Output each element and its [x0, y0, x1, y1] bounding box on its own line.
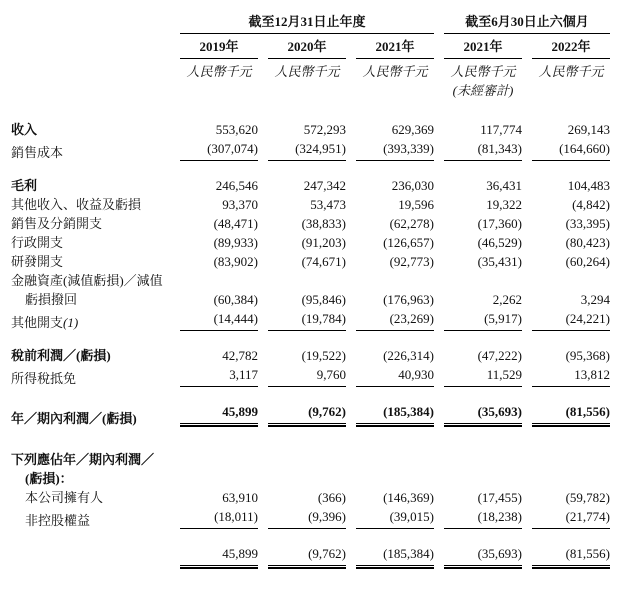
table-row	[11, 507, 620, 530]
cell-value	[180, 176, 268, 195]
header-empty-cell	[11, 34, 180, 59]
cell-value-text: (185,384)	[356, 544, 434, 566]
row-label: 虧損撥回	[25, 292, 78, 307]
cell-value-text: (23,269)	[356, 309, 434, 331]
cell-value-text: (4,842)	[572, 197, 610, 212]
cell-value	[268, 120, 356, 139]
cell-value-text: (366)	[317, 490, 346, 505]
spacer-cell	[11, 388, 620, 402]
cell-value	[444, 365, 532, 388]
cell-value	[444, 233, 532, 252]
spacer-cell	[11, 162, 620, 176]
cell-value-text: (393,339)	[356, 139, 434, 161]
spacer-row	[11, 530, 620, 544]
cell-value	[356, 233, 444, 252]
spacer-row	[11, 428, 620, 450]
cell-value-text: (47,222)	[477, 348, 522, 363]
spacer-row	[11, 162, 620, 176]
cell-value-text: (92,773)	[389, 254, 434, 269]
header-currency-row	[11, 59, 620, 81]
financial-statement-page	[0, 12, 624, 593]
header-empty-cell	[11, 81, 180, 100]
cell-value	[268, 233, 356, 252]
cell-value-text: 19,322	[486, 197, 522, 212]
cell-value-text: 53,473	[310, 197, 346, 212]
cell-value	[268, 346, 356, 365]
cell-value	[180, 139, 268, 162]
unaudited-cell	[444, 81, 532, 100]
cell-value	[444, 176, 532, 195]
table-row	[11, 309, 620, 332]
table-row	[11, 544, 620, 570]
header-years-row	[11, 34, 620, 59]
row-label: 銷售及分銷開支	[11, 216, 103, 231]
cell-value-text: (74,671)	[301, 254, 346, 269]
currency-cell	[532, 59, 620, 81]
cell-value-text: (95,368)	[565, 348, 610, 363]
cell-value	[180, 544, 268, 570]
cell-value	[532, 271, 620, 290]
cell-value	[532, 346, 620, 365]
cell-value	[532, 469, 620, 488]
cell-value-text: 3,294	[580, 292, 610, 307]
cell-value	[532, 139, 620, 162]
cell-value-text: (24,221)	[532, 309, 610, 331]
cell-value-text: (126,657)	[383, 235, 434, 250]
year-label: 2021年	[356, 34, 434, 59]
cell-value	[532, 252, 620, 271]
row-label: 毛利	[11, 178, 38, 193]
cell-value	[268, 290, 356, 309]
cell-value	[532, 214, 620, 233]
table-row	[11, 346, 620, 365]
cell-value-text	[180, 469, 258, 488]
period-group-interim-title: 截至6月30日止六個月	[444, 12, 610, 34]
cell-value	[180, 195, 268, 214]
cell-value-text: (83,902)	[213, 254, 258, 269]
table-row	[11, 271, 620, 290]
row-label: 行政開支	[11, 235, 64, 250]
table-row	[11, 195, 620, 214]
spacer-cell	[11, 100, 620, 120]
cell-value	[268, 309, 356, 332]
cell-value-text: (38,833)	[301, 216, 346, 231]
cell-value	[532, 309, 620, 332]
cell-value-text: (9,762)	[268, 544, 346, 566]
cell-value-text: (185,384)	[356, 402, 434, 424]
table-row	[11, 233, 620, 252]
cell-value-text: (14,444)	[180, 309, 258, 331]
cell-value	[180, 290, 268, 309]
currency-cell	[180, 59, 268, 81]
row-label: 銷售成本	[11, 145, 64, 160]
cell-value	[180, 507, 268, 530]
cell-value	[444, 271, 532, 290]
cell-value	[444, 214, 532, 233]
currency-note: 人民幣千元	[450, 64, 516, 79]
cell-value-text: (81,556)	[532, 402, 610, 424]
cell-value	[180, 214, 268, 233]
cell-value-text: (91,203)	[301, 235, 346, 250]
cell-value-text: (19,522)	[301, 348, 346, 363]
cell-value	[268, 488, 356, 507]
cell-value-text: (18,238)	[444, 507, 522, 529]
cell-value	[268, 402, 356, 428]
income-statement-table	[11, 12, 620, 570]
cell-value	[356, 139, 444, 162]
cell-value-text	[356, 450, 434, 469]
cell-value-text: (35,431)	[477, 254, 522, 269]
cell-value	[444, 309, 532, 332]
cell-value-text	[268, 271, 346, 290]
cell-value	[180, 233, 268, 252]
year-column-header	[180, 34, 268, 59]
cell-value-text: (89,933)	[213, 235, 258, 250]
cell-value-text: (164,660)	[532, 139, 610, 161]
cell-value	[532, 365, 620, 388]
cell-value-text: (39,015)	[356, 507, 434, 529]
cell-value	[444, 544, 532, 570]
cell-value	[532, 195, 620, 214]
cell-value-text	[532, 469, 610, 488]
cell-value	[444, 195, 532, 214]
cell-value	[532, 120, 620, 139]
table-body	[11, 100, 620, 570]
cell-value-text: (9,762)	[268, 402, 346, 424]
cell-value-text	[532, 450, 610, 469]
cell-value	[268, 544, 356, 570]
cell-value	[268, 507, 356, 530]
cell-value	[180, 365, 268, 388]
cell-value	[268, 271, 356, 290]
cell-value-text	[444, 271, 522, 290]
cell-value-text: 2,262	[492, 292, 522, 307]
header-unaudited-row	[11, 81, 620, 100]
spacer-row	[11, 332, 620, 346]
cell-value	[444, 402, 532, 428]
cell-value-text	[532, 271, 610, 290]
cell-value-text: (60,264)	[565, 254, 610, 269]
currency-cell	[268, 59, 356, 81]
cell-value-text	[356, 271, 434, 290]
cell-value	[532, 507, 620, 530]
cell-value	[268, 195, 356, 214]
cell-value-text	[180, 450, 258, 469]
period-group-annual	[180, 12, 444, 34]
cell-value-text: (60,384)	[213, 292, 258, 307]
cell-value-text: (62,278)	[389, 216, 434, 231]
cell-value-text: 93,370	[222, 197, 258, 212]
cell-value	[180, 120, 268, 139]
row-label: 稅前利潤／(虧損)	[11, 348, 111, 363]
cell-value	[268, 252, 356, 271]
cell-value-text: 269,143	[567, 122, 610, 137]
cell-value	[356, 214, 444, 233]
cell-value	[444, 450, 532, 469]
spacer-row	[11, 100, 620, 120]
cell-value	[356, 544, 444, 570]
cell-value	[356, 309, 444, 332]
cell-value-text: (19,784)	[268, 309, 346, 331]
header-empty-cell	[532, 81, 620, 100]
year-label: 2022年	[532, 34, 610, 59]
cell-value-text: 572,293	[303, 122, 346, 137]
header-empty-cell	[11, 59, 180, 81]
year-column-header	[444, 34, 532, 59]
cell-value-text: (35,693)	[444, 402, 522, 424]
cell-value-text: 42,782	[222, 348, 258, 363]
currency-note: 人民幣千元	[538, 64, 604, 79]
cell-value	[180, 252, 268, 271]
cell-value-text: (9,396)	[268, 507, 346, 529]
cell-value	[268, 469, 356, 488]
cell-value	[180, 488, 268, 507]
table-row	[11, 139, 620, 162]
cell-value-text: (146,369)	[383, 490, 434, 505]
year-label: 2021年	[444, 34, 522, 59]
table-row	[11, 488, 620, 507]
row-label: 金融資產(減值虧損)／減值	[11, 273, 163, 288]
period-group-interim	[444, 12, 620, 34]
row-label: 其他收入、收益及虧損	[11, 197, 142, 212]
header-empty-cell	[356, 81, 444, 100]
cell-value-text: 19,596	[398, 197, 434, 212]
cell-value-text: (81,343)	[444, 139, 522, 161]
header-period-group-row	[11, 12, 620, 34]
cell-value-text: 104,483	[567, 178, 610, 193]
cell-value-text: (226,314)	[383, 348, 434, 363]
table-row	[11, 469, 620, 488]
cell-value	[444, 290, 532, 309]
cell-value-text: (48,471)	[213, 216, 258, 231]
cell-value	[532, 488, 620, 507]
cell-value	[180, 450, 268, 469]
cell-value-text: 236,030	[391, 178, 434, 193]
cell-value-text: (95,846)	[301, 292, 346, 307]
cell-value-text: 45,899	[180, 402, 258, 424]
cell-value-text	[444, 450, 522, 469]
row-label: 年／期內利潤／(虧損)	[11, 411, 137, 426]
cell-value	[180, 402, 268, 428]
cell-value	[444, 488, 532, 507]
unaudited-note: (未經審計)	[452, 83, 514, 98]
cell-value	[532, 544, 620, 570]
cell-value	[268, 139, 356, 162]
cell-value-text: (59,782)	[565, 490, 610, 505]
cell-value-text	[444, 469, 522, 488]
cell-value-text: (33,395)	[565, 216, 610, 231]
cell-value	[532, 450, 620, 469]
currency-note: 人民幣千元	[274, 64, 340, 79]
cell-value-text: 9,760	[268, 365, 346, 387]
header-empty-cell	[180, 81, 268, 100]
cell-value	[444, 120, 532, 139]
cell-value	[268, 214, 356, 233]
cell-value	[356, 469, 444, 488]
row-label: 非控股權益	[25, 513, 91, 528]
spacer-cell	[11, 530, 620, 544]
header-empty-cell	[11, 12, 180, 34]
header-empty-cell	[268, 81, 356, 100]
cell-value-text: 553,620	[215, 122, 258, 137]
spacer-cell	[11, 428, 620, 450]
cell-value	[444, 469, 532, 488]
cell-value	[180, 309, 268, 332]
table-row	[11, 290, 620, 309]
table-row	[11, 120, 620, 139]
cell-value	[180, 271, 268, 290]
cell-value	[268, 450, 356, 469]
row-label: 研發開支	[11, 254, 64, 269]
period-group-annual-title: 截至12月31日止年度	[180, 12, 434, 34]
cell-value	[268, 176, 356, 195]
cell-value	[356, 507, 444, 530]
cell-value-text: (80,423)	[565, 235, 610, 250]
table-row	[11, 450, 620, 469]
cell-value-text: (18,011)	[180, 507, 258, 529]
cell-value-text: (324,951)	[268, 139, 346, 161]
cell-value	[356, 120, 444, 139]
currency-note: 人民幣千元	[362, 64, 428, 79]
cell-value-text: (17,360)	[477, 216, 522, 231]
year-column-header	[532, 34, 620, 59]
cell-value	[268, 365, 356, 388]
year-column-header	[268, 34, 356, 59]
cell-value	[444, 252, 532, 271]
cell-value	[356, 488, 444, 507]
table-header	[11, 12, 620, 100]
cell-value-text: 117,774	[480, 122, 522, 137]
cell-value-text: 63,910	[222, 490, 258, 505]
cell-value-text: 36,431	[486, 178, 522, 193]
cell-value	[532, 176, 620, 195]
cell-value-text	[268, 450, 346, 469]
cell-value-text: 40,930	[356, 365, 434, 387]
row-label-note: (1)	[63, 315, 79, 330]
row-label	[11, 544, 180, 570]
cell-value	[444, 507, 532, 530]
row-label: 本公司擁有人	[25, 490, 104, 505]
cell-value-text: 13,812	[532, 365, 610, 387]
cell-value	[356, 450, 444, 469]
cell-value-text: (5,917)	[444, 309, 522, 331]
cell-value	[356, 176, 444, 195]
cell-value	[532, 233, 620, 252]
cell-value	[356, 365, 444, 388]
cell-value-text	[356, 469, 434, 488]
year-column-header	[356, 34, 444, 59]
table-row	[11, 252, 620, 271]
row-label: 其他開支(1)	[11, 315, 79, 330]
cell-value-text: 3,117	[180, 365, 258, 387]
cell-value	[444, 346, 532, 365]
currency-note: 人民幣千元	[186, 64, 252, 79]
table-row	[11, 176, 620, 195]
spacer-row	[11, 388, 620, 402]
cell-value	[444, 139, 532, 162]
cell-value-text: (176,963)	[383, 292, 434, 307]
cell-value	[532, 402, 620, 428]
cell-value-text: 45,899	[180, 544, 258, 566]
currency-cell	[356, 59, 444, 81]
cell-value-text: 629,369	[391, 122, 434, 137]
table-row	[11, 214, 620, 233]
table-row	[11, 365, 620, 388]
cell-value	[180, 346, 268, 365]
cell-value-text: (307,074)	[180, 139, 258, 161]
cell-value	[356, 271, 444, 290]
year-label: 2019年	[180, 34, 258, 59]
row-label: 收入	[11, 122, 38, 137]
cell-value	[356, 402, 444, 428]
cell-value	[356, 252, 444, 271]
row-label: 下列應佔年／期內利潤／	[11, 452, 155, 467]
cell-value-text: 246,546	[215, 178, 258, 193]
cell-value-text: (21,774)	[532, 507, 610, 529]
cell-value-text	[268, 469, 346, 488]
cell-value	[356, 290, 444, 309]
currency-cell	[444, 59, 532, 81]
cell-value-text: 247,342	[303, 178, 346, 193]
cell-value-text: 11,529	[444, 365, 522, 387]
cell-value	[180, 469, 268, 488]
cell-value-text: (81,556)	[532, 544, 610, 566]
cell-value	[356, 346, 444, 365]
year-label: 2020年	[268, 34, 346, 59]
cell-value-text: (46,529)	[477, 235, 522, 250]
spacer-cell	[11, 332, 620, 346]
cell-value-text	[180, 271, 258, 290]
row-label: 所得稅抵免	[11, 371, 77, 386]
cell-value-text: (17,455)	[477, 490, 522, 505]
table-row	[11, 402, 620, 428]
cell-value	[356, 195, 444, 214]
row-label: (虧損)：	[25, 471, 73, 486]
cell-value	[532, 290, 620, 309]
cell-value-text: (35,693)	[444, 544, 522, 566]
